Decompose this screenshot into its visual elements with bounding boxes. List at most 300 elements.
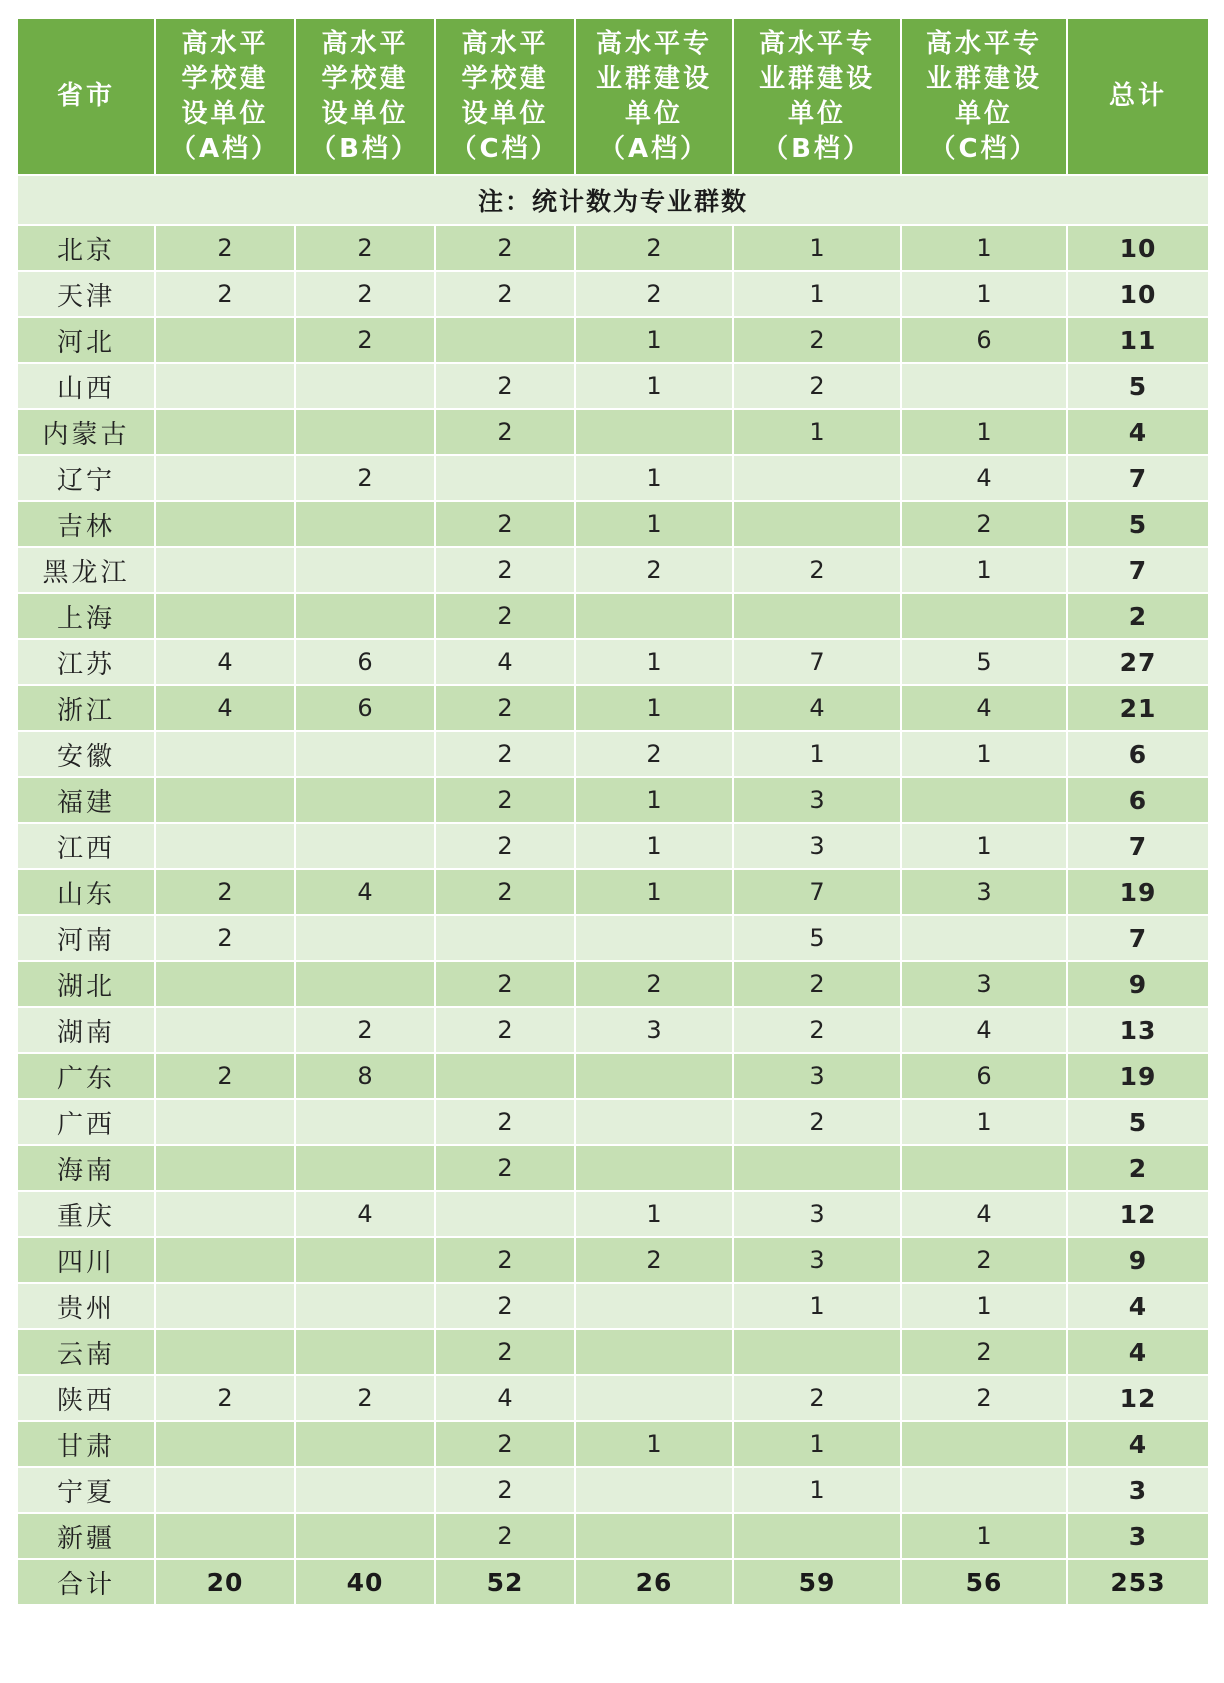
count-cell	[901, 777, 1067, 823]
province-cell: 甘肃	[17, 1421, 155, 1467]
count-cell	[295, 1099, 435, 1145]
count-cell: 2	[435, 731, 575, 777]
count-cell	[733, 501, 901, 547]
column-header	[435, 18, 575, 175]
table-row	[17, 869, 1209, 915]
province-cell: 山西	[17, 363, 155, 409]
count-cell	[155, 547, 295, 593]
row-total-cell: 4	[1067, 1283, 1209, 1329]
count-cell: 1	[575, 1421, 733, 1467]
count-cell: 1	[575, 1191, 733, 1237]
row-total-cell: 9	[1067, 961, 1209, 1007]
table-row	[17, 501, 1209, 547]
count-cell: 1	[733, 731, 901, 777]
count-cell: 4	[435, 1375, 575, 1421]
table-row	[17, 1375, 1209, 1421]
table-row	[17, 731, 1209, 777]
column-header-line: （C档）	[929, 133, 1039, 164]
province-cell: 浙江	[17, 685, 155, 731]
count-cell: 2	[295, 1375, 435, 1421]
row-total-cell: 4	[1067, 1421, 1209, 1467]
count-cell: 2	[435, 1421, 575, 1467]
column-header-line: 学校建	[321, 63, 409, 94]
count-cell: 1	[901, 1283, 1067, 1329]
count-cell: 5	[901, 639, 1067, 685]
province-cell: 宁夏	[17, 1467, 155, 1513]
province-cell: 黑龙江	[17, 547, 155, 593]
count-cell: 2	[435, 225, 575, 271]
table-row	[17, 271, 1209, 317]
count-cell	[435, 317, 575, 363]
count-cell: 2	[901, 1237, 1067, 1283]
count-cell: 1	[901, 823, 1067, 869]
count-cell: 2	[435, 501, 575, 547]
count-cell: 1	[901, 1099, 1067, 1145]
province-cell: 辽宁	[17, 455, 155, 501]
count-cell: 2	[435, 1513, 575, 1559]
count-cell: 1	[901, 1513, 1067, 1559]
table-row	[17, 1513, 1209, 1559]
count-cell: 3	[733, 823, 901, 869]
count-cell: 2	[295, 317, 435, 363]
count-cell: 1	[575, 777, 733, 823]
grand-total-cell: 59	[733, 1559, 901, 1605]
column-header-line: 高水平专	[758, 28, 875, 59]
count-cell: 8	[295, 1053, 435, 1099]
count-cell: 1	[575, 869, 733, 915]
column-header-line: （C档）	[450, 133, 560, 164]
count-cell	[295, 1513, 435, 1559]
count-cell	[155, 961, 295, 1007]
count-cell	[295, 363, 435, 409]
count-cell: 2	[901, 1375, 1067, 1421]
count-cell: 2	[435, 593, 575, 639]
count-cell: 1	[733, 225, 901, 271]
count-cell: 1	[575, 363, 733, 409]
count-cell	[295, 1283, 435, 1329]
count-cell	[295, 1237, 435, 1283]
column-header-line: 设单位	[321, 98, 409, 129]
count-cell: 1	[733, 1283, 901, 1329]
count-cell	[575, 1467, 733, 1513]
count-cell	[901, 1421, 1067, 1467]
statistics-table	[16, 17, 1210, 1606]
count-cell: 2	[575, 271, 733, 317]
count-cell: 2	[295, 271, 435, 317]
count-cell: 1	[575, 501, 733, 547]
count-cell: 2	[733, 547, 901, 593]
count-cell	[295, 547, 435, 593]
count-cell	[155, 1283, 295, 1329]
column-header-line: 省市	[56, 81, 115, 111]
grand-total-cell: 40	[295, 1559, 435, 1605]
province-cell: 四川	[17, 1237, 155, 1283]
count-cell	[295, 501, 435, 547]
count-cell: 2	[435, 1099, 575, 1145]
province-cell: 吉林	[17, 501, 155, 547]
count-cell: 1	[901, 271, 1067, 317]
table-row	[17, 1421, 1209, 1467]
column-header	[575, 18, 733, 175]
row-total-cell: 7	[1067, 455, 1209, 501]
count-cell	[435, 1191, 575, 1237]
count-cell	[901, 593, 1067, 639]
count-cell	[435, 455, 575, 501]
count-cell	[295, 731, 435, 777]
province-cell: 北京	[17, 225, 155, 271]
count-cell	[901, 363, 1067, 409]
count-cell	[295, 593, 435, 639]
count-cell	[575, 1283, 733, 1329]
count-cell: 3	[733, 1053, 901, 1099]
count-cell: 3	[901, 961, 1067, 1007]
count-cell: 2	[155, 1375, 295, 1421]
table-body	[17, 175, 1209, 1559]
count-cell	[733, 1329, 901, 1375]
count-cell: 2	[575, 961, 733, 1007]
column-header	[155, 18, 295, 175]
count-cell: 4	[901, 1007, 1067, 1053]
column-header	[733, 18, 901, 175]
count-cell	[155, 1099, 295, 1145]
province-cell: 广东	[17, 1053, 155, 1099]
count-cell: 6	[901, 1053, 1067, 1099]
count-cell	[575, 1329, 733, 1375]
count-cell: 2	[155, 915, 295, 961]
column-header-line: 高水平专	[925, 28, 1042, 59]
count-cell: 2	[155, 271, 295, 317]
count-cell: 2	[155, 225, 295, 271]
grand-total-cell: 52	[435, 1559, 575, 1605]
province-cell: 天津	[17, 271, 155, 317]
table-row	[17, 639, 1209, 685]
table-row	[17, 1053, 1209, 1099]
count-cell: 2	[435, 1145, 575, 1191]
table-row	[17, 1329, 1209, 1375]
count-cell	[155, 317, 295, 363]
province-cell: 贵州	[17, 1283, 155, 1329]
table-row	[17, 317, 1209, 363]
table-row	[17, 1237, 1209, 1283]
column-header-line: （A档）	[598, 133, 710, 164]
row-total-cell: 10	[1067, 225, 1209, 271]
count-cell: 2	[155, 1053, 295, 1099]
count-cell: 2	[733, 317, 901, 363]
count-cell	[295, 1329, 435, 1375]
count-cell	[155, 409, 295, 455]
province-cell: 江西	[17, 823, 155, 869]
column-header-line: （B档）	[310, 133, 420, 164]
count-cell: 4	[295, 869, 435, 915]
table-row	[17, 685, 1209, 731]
column-header-line: 高水平	[321, 28, 409, 59]
column-header-line: 学校建	[461, 63, 549, 94]
count-cell	[733, 455, 901, 501]
count-cell: 2	[733, 961, 901, 1007]
count-cell: 1	[575, 685, 733, 731]
grand-total-cell: 56	[901, 1559, 1067, 1605]
column-header-line: 业群建设	[758, 63, 875, 94]
table-row	[17, 409, 1209, 455]
table-row	[17, 455, 1209, 501]
count-cell	[155, 593, 295, 639]
province-cell: 新疆	[17, 1513, 155, 1559]
count-cell: 2	[435, 869, 575, 915]
count-cell: 2	[901, 1329, 1067, 1375]
column-header-line: 总计	[1108, 81, 1167, 111]
count-cell	[155, 823, 295, 869]
row-total-cell: 2	[1067, 593, 1209, 639]
column-header	[295, 18, 435, 175]
count-cell: 6	[901, 317, 1067, 363]
row-total-cell: 2	[1067, 1145, 1209, 1191]
row-total-cell: 27	[1067, 639, 1209, 685]
count-cell	[155, 1329, 295, 1375]
count-cell: 1	[733, 1467, 901, 1513]
count-cell: 2	[435, 823, 575, 869]
count-cell	[295, 1467, 435, 1513]
column-header-line: 设单位	[181, 98, 269, 129]
count-cell: 4	[901, 455, 1067, 501]
count-cell: 1	[901, 547, 1067, 593]
column-header-line: 高水平	[461, 28, 549, 59]
count-cell	[295, 961, 435, 1007]
table-row	[17, 777, 1209, 823]
province-cell: 河南	[17, 915, 155, 961]
column-header-line: 单位	[624, 98, 683, 129]
table-row	[17, 1007, 1209, 1053]
row-total-cell: 6	[1067, 777, 1209, 823]
count-cell	[901, 1467, 1067, 1513]
count-cell	[733, 1145, 901, 1191]
row-total-cell: 3	[1067, 1513, 1209, 1559]
count-cell: 1	[575, 317, 733, 363]
table-row	[17, 547, 1209, 593]
count-cell	[295, 1421, 435, 1467]
count-cell: 2	[733, 363, 901, 409]
count-cell: 2	[575, 731, 733, 777]
province-cell: 河北	[17, 317, 155, 363]
column-header	[17, 18, 155, 175]
count-cell: 2	[435, 685, 575, 731]
count-cell: 5	[733, 915, 901, 961]
province-cell: 上海	[17, 593, 155, 639]
total-label: 合计	[17, 1559, 155, 1605]
column-header	[901, 18, 1067, 175]
column-header-line: 高水平	[181, 28, 269, 59]
province-cell: 云南	[17, 1329, 155, 1375]
count-cell: 4	[435, 639, 575, 685]
count-cell: 6	[295, 639, 435, 685]
row-total-cell: 21	[1067, 685, 1209, 731]
count-cell: 1	[733, 409, 901, 455]
column-header-line: 单位	[787, 98, 846, 129]
count-cell	[435, 1053, 575, 1099]
table-row	[17, 1145, 1209, 1191]
count-cell: 3	[733, 1237, 901, 1283]
table-row	[17, 1099, 1209, 1145]
count-cell: 2	[295, 225, 435, 271]
column-header-line: 业群建设	[925, 63, 1042, 94]
count-cell: 2	[575, 547, 733, 593]
column-header-line: 业群建设	[595, 63, 712, 94]
count-cell	[155, 1145, 295, 1191]
column-header-line: 高水平专	[595, 28, 712, 59]
count-cell: 2	[155, 869, 295, 915]
row-total-cell: 6	[1067, 731, 1209, 777]
count-cell: 1	[575, 823, 733, 869]
count-cell: 2	[435, 777, 575, 823]
count-cell: 2	[575, 225, 733, 271]
province-cell: 福建	[17, 777, 155, 823]
row-total-cell: 5	[1067, 363, 1209, 409]
count-cell	[575, 915, 733, 961]
column-header-line: 学校建	[181, 63, 269, 94]
count-cell: 2	[295, 455, 435, 501]
count-cell	[155, 777, 295, 823]
count-cell	[733, 593, 901, 639]
count-cell: 2	[901, 501, 1067, 547]
count-cell	[155, 1513, 295, 1559]
count-cell: 1	[733, 1421, 901, 1467]
count-cell: 1	[575, 455, 733, 501]
count-cell	[575, 1099, 733, 1145]
count-cell: 2	[435, 1283, 575, 1329]
count-cell: 4	[901, 685, 1067, 731]
count-cell	[295, 777, 435, 823]
count-cell: 1	[575, 639, 733, 685]
province-cell: 广西	[17, 1099, 155, 1145]
table-row	[17, 363, 1209, 409]
count-cell: 2	[295, 1007, 435, 1053]
count-cell: 7	[733, 869, 901, 915]
column-header	[1067, 18, 1209, 175]
column-header-line: （A档）	[169, 133, 281, 164]
count-cell	[155, 1007, 295, 1053]
count-cell	[295, 409, 435, 455]
row-total-cell: 7	[1067, 823, 1209, 869]
count-cell: 1	[901, 409, 1067, 455]
row-total-cell: 19	[1067, 1053, 1209, 1099]
total-row	[17, 1559, 1209, 1605]
row-total-cell: 9	[1067, 1237, 1209, 1283]
province-cell: 重庆	[17, 1191, 155, 1237]
count-cell	[155, 1237, 295, 1283]
count-cell	[155, 1191, 295, 1237]
count-cell: 2	[733, 1375, 901, 1421]
count-cell: 3	[575, 1007, 733, 1053]
count-cell: 2	[435, 409, 575, 455]
count-cell: 3	[733, 777, 901, 823]
row-total-cell: 12	[1067, 1191, 1209, 1237]
grand-total-cell: 20	[155, 1559, 295, 1605]
table-row	[17, 1283, 1209, 1329]
count-cell	[575, 1145, 733, 1191]
province-cell: 安徽	[17, 731, 155, 777]
table-row	[17, 1191, 1209, 1237]
row-total-cell: 4	[1067, 409, 1209, 455]
count-cell: 2	[435, 363, 575, 409]
count-cell	[575, 409, 733, 455]
row-total-cell: 12	[1067, 1375, 1209, 1421]
row-total-cell: 7	[1067, 547, 1209, 593]
row-total-cell: 10	[1067, 271, 1209, 317]
count-cell: 2	[435, 1329, 575, 1375]
count-cell: 6	[295, 685, 435, 731]
count-cell: 3	[901, 869, 1067, 915]
column-header-line: （B档）	[762, 133, 872, 164]
row-total-cell: 4	[1067, 1329, 1209, 1375]
count-cell	[575, 1375, 733, 1421]
count-cell	[901, 1145, 1067, 1191]
table-row	[17, 915, 1209, 961]
table-row	[17, 961, 1209, 1007]
count-cell: 4	[901, 1191, 1067, 1237]
table-container	[16, 17, 1208, 1606]
row-total-cell: 19	[1067, 869, 1209, 915]
table-row	[17, 225, 1209, 271]
count-cell: 4	[295, 1191, 435, 1237]
note-text: 注：统计数为专业群数	[17, 175, 1209, 225]
count-cell	[155, 1421, 295, 1467]
province-cell: 湖南	[17, 1007, 155, 1053]
count-cell	[155, 501, 295, 547]
count-cell	[155, 363, 295, 409]
count-cell: 4	[155, 685, 295, 731]
count-cell: 2	[435, 1007, 575, 1053]
province-cell: 山东	[17, 869, 155, 915]
grand-total-cell: 253	[1067, 1559, 1209, 1605]
grand-total-cell: 26	[575, 1559, 733, 1605]
province-cell: 江苏	[17, 639, 155, 685]
row-total-cell: 5	[1067, 501, 1209, 547]
count-cell	[575, 1513, 733, 1559]
count-cell	[295, 915, 435, 961]
count-cell	[155, 731, 295, 777]
count-cell: 1	[733, 271, 901, 317]
count-cell: 2	[733, 1007, 901, 1053]
count-cell	[295, 823, 435, 869]
column-header-line: 设单位	[461, 98, 549, 129]
count-cell: 1	[901, 731, 1067, 777]
province-cell: 内蒙古	[17, 409, 155, 455]
count-cell	[295, 1145, 435, 1191]
count-cell: 4	[733, 685, 901, 731]
row-total-cell: 11	[1067, 317, 1209, 363]
count-cell	[155, 1467, 295, 1513]
count-cell: 2	[435, 961, 575, 1007]
count-cell: 2	[435, 1467, 575, 1513]
count-cell: 2	[435, 1237, 575, 1283]
note-row	[17, 175, 1209, 225]
row-total-cell: 3	[1067, 1467, 1209, 1513]
count-cell: 2	[435, 547, 575, 593]
count-cell	[575, 1053, 733, 1099]
table-row	[17, 1467, 1209, 1513]
count-cell: 2	[435, 271, 575, 317]
count-cell: 1	[901, 225, 1067, 271]
count-cell: 7	[733, 639, 901, 685]
count-cell: 2	[575, 1237, 733, 1283]
header-row	[17, 18, 1209, 175]
table-row	[17, 823, 1209, 869]
row-total-cell: 13	[1067, 1007, 1209, 1053]
count-cell	[733, 1513, 901, 1559]
count-cell	[901, 915, 1067, 961]
count-cell	[155, 455, 295, 501]
table-row	[17, 593, 1209, 639]
count-cell	[435, 915, 575, 961]
